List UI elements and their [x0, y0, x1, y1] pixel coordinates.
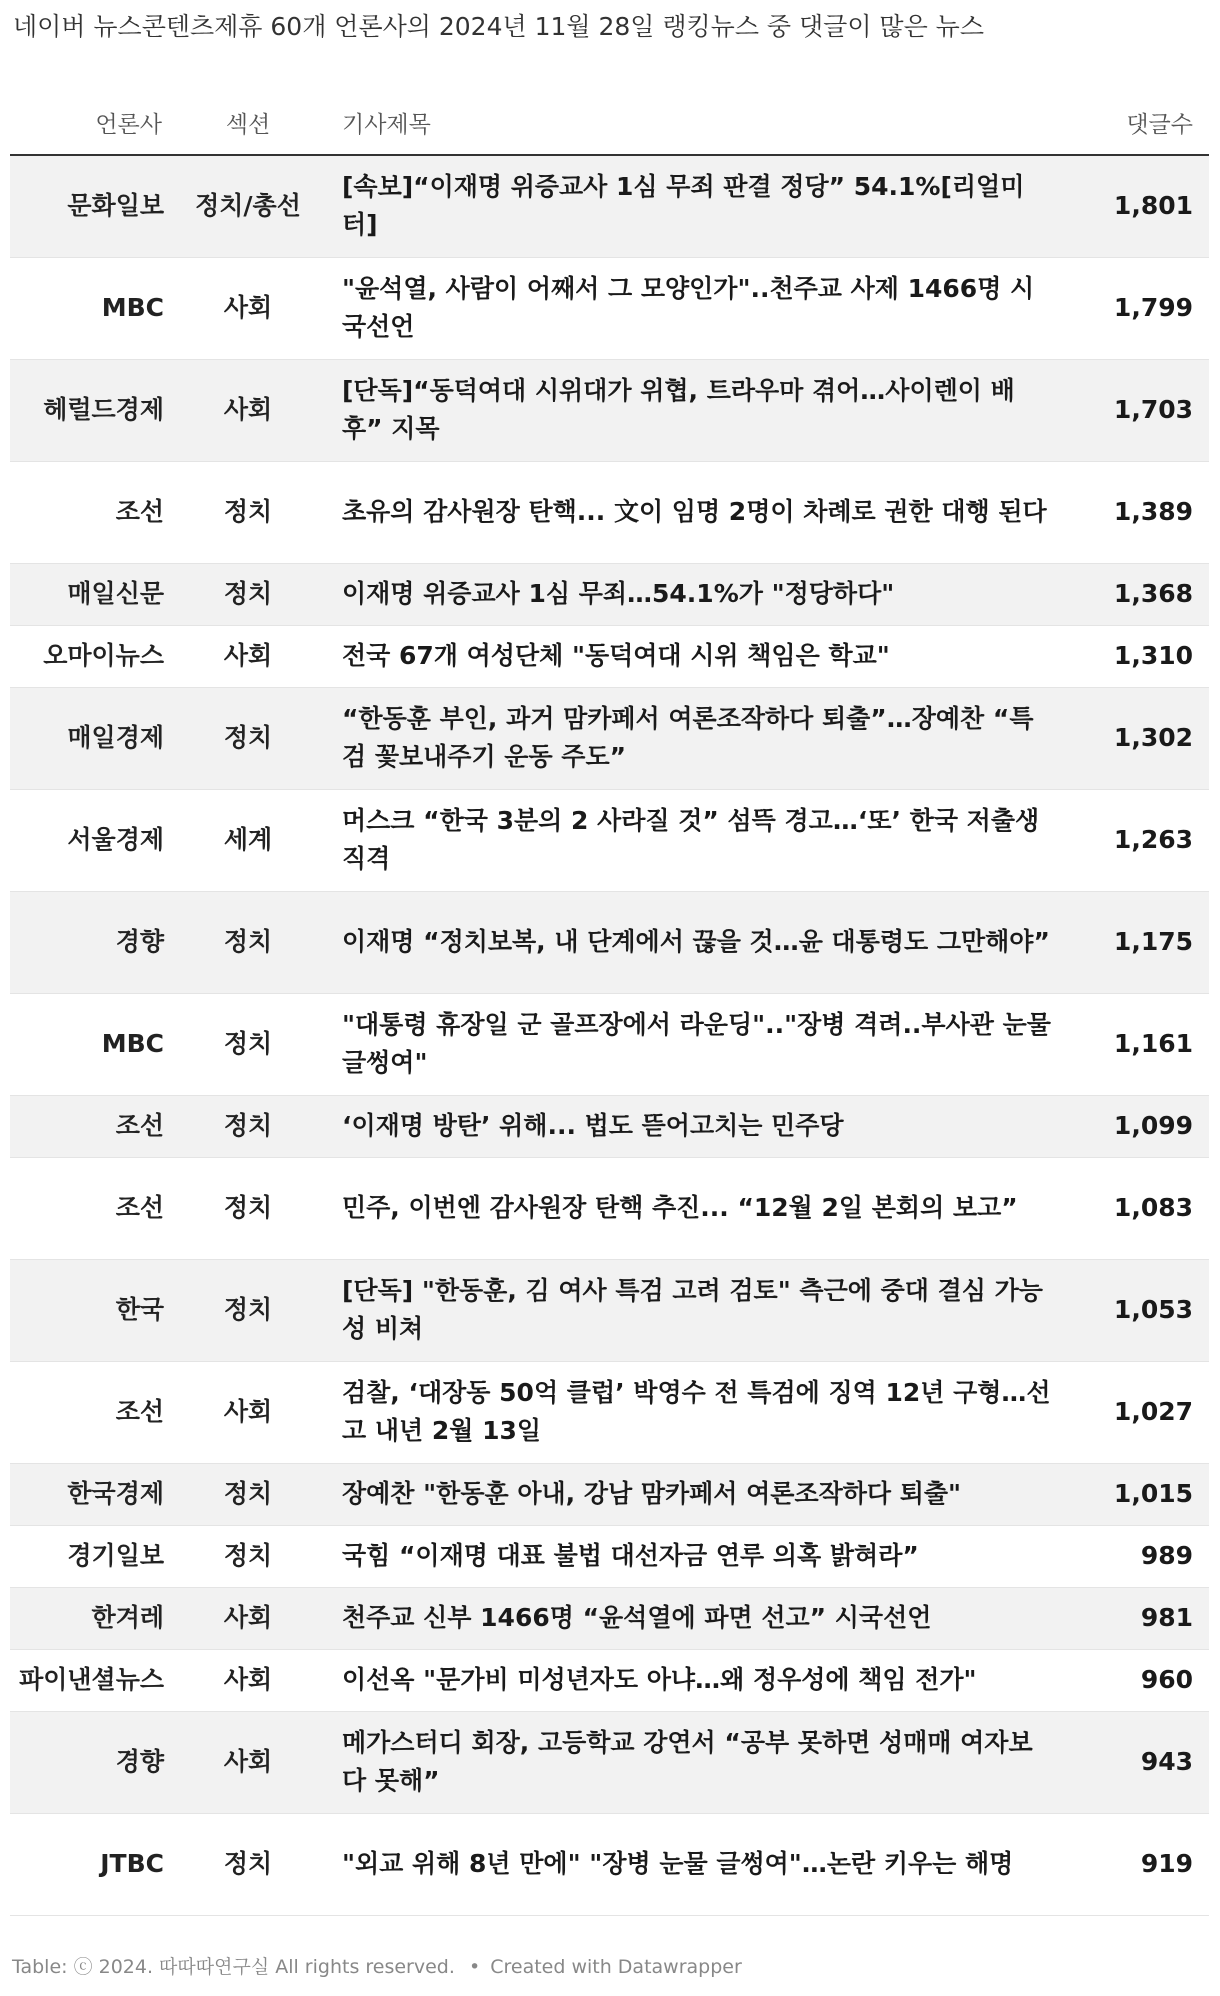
cell-section: 사회: [178, 359, 318, 461]
table-row: [10, 1587, 1209, 1649]
table-row: [10, 789, 1209, 891]
cell-title: 머스크 “한국 3분의 2 사라질 것” 섬뜩 경고…‘또’ 한국 저출생 직격: [318, 789, 1067, 891]
cell-publisher: 헤럴드경제: [10, 359, 178, 461]
cell-title: 장예찬 "한동훈 아내, 강남 맘카페서 여론조작하다 퇴출": [318, 1463, 1067, 1525]
cell-title: 이재명 “정치보복, 내 단계에서 끊을 것…윤 대통령도 그만해야”: [318, 891, 1067, 993]
cell-comments: 981: [1067, 1587, 1209, 1649]
column-header-title[interactable]: 기사제목: [318, 96, 1067, 155]
cell-publisher: 경기일보: [10, 1525, 178, 1587]
news-comments-table: [10, 96, 1209, 1916]
table-title: 네이버 뉴스콘텐츠제휴 60개 언론사의 2024년 11월 28일 랭킹뉴스 중 댓글이 많은 뉴스: [13, 12, 984, 41]
table-row: [10, 1649, 1209, 1711]
cell-comments: 989: [1067, 1525, 1209, 1587]
cell-comments: 1,099: [1067, 1095, 1209, 1157]
cell-section: 사회: [178, 1587, 318, 1649]
cell-comments: 1,263: [1067, 789, 1209, 891]
cell-title: “한동훈 부인, 과거 맘카페서 여론조작하다 퇴출”…장예찬 “특검 꽃보내주기 운동 주도”: [318, 687, 1067, 789]
cell-comments: 1,302: [1067, 687, 1209, 789]
cell-comments: 943: [1067, 1711, 1209, 1813]
footer-source: Table: ⓒ 2024. 따따따연구실 All rights reserved.: [12, 1956, 455, 1978]
table-row: [10, 993, 1209, 1095]
cell-section: 사회: [178, 1711, 318, 1813]
cell-comments: 1,027: [1067, 1361, 1209, 1463]
cell-section: 정치: [178, 687, 318, 789]
table-row: [10, 625, 1209, 687]
cell-publisher: 매일경제: [10, 687, 178, 789]
cell-comments: 1,015: [1067, 1463, 1209, 1525]
cell-publisher: 조선: [10, 1095, 178, 1157]
cell-publisher: 경향: [10, 891, 178, 993]
cell-title: "대통령 휴장일 군 골프장에서 라운딩".."장병 격려..부사관 눈물 글썽여": [318, 993, 1067, 1095]
table-row: [10, 1711, 1209, 1813]
cell-comments: 1,175: [1067, 891, 1209, 993]
cell-title: "윤석열, 사람이 어째서 그 모양인가"..천주교 사제 1466명 시국선언: [318, 257, 1067, 359]
cell-comments: 1,310: [1067, 625, 1209, 687]
table-row: [10, 461, 1209, 563]
table-row: [10, 155, 1209, 257]
cell-section: 사회: [178, 257, 318, 359]
cell-section: 정치: [178, 1463, 318, 1525]
table-row: [10, 359, 1209, 461]
cell-section: 정치: [178, 1095, 318, 1157]
cell-publisher: 한국: [10, 1259, 178, 1361]
cell-title: 민주, 이번엔 감사원장 탄핵 추진... “12월 2일 본회의 보고”: [318, 1157, 1067, 1259]
cell-publisher: 파이낸셜뉴스: [10, 1649, 178, 1711]
cell-publisher: 조선: [10, 461, 178, 563]
cell-title: [속보]“이재명 위증교사 1심 무죄 판결 정당” 54.1%[리얼미터]: [318, 155, 1067, 257]
footer-credit[interactable]: Created with Datawrapper: [490, 1956, 742, 1978]
cell-section: 정치: [178, 1259, 318, 1361]
cell-publisher: 경향: [10, 1711, 178, 1813]
cell-publisher: 조선: [10, 1157, 178, 1259]
cell-comments: 1,053: [1067, 1259, 1209, 1361]
cell-comments: 960: [1067, 1649, 1209, 1711]
cell-title: 국힘 “이재명 대표 불법 대선자금 연루 의혹 밝혀라”: [318, 1525, 1067, 1587]
table-row: [10, 1813, 1209, 1915]
footer-separator: •: [468, 1956, 481, 1978]
cell-publisher: 조선: [10, 1361, 178, 1463]
cell-section: 정치: [178, 461, 318, 563]
cell-comments: 1,368: [1067, 563, 1209, 625]
cell-section: 정치: [178, 1813, 318, 1915]
cell-section: 정치: [178, 1157, 318, 1259]
table-row: [10, 891, 1209, 993]
cell-section: 사회: [178, 1649, 318, 1711]
table-row: [10, 687, 1209, 789]
column-header-section[interactable]: 섹션: [178, 96, 318, 155]
cell-title: [단독] "한동훈, 김 여사 특검 고려 검토" 측근에 중대 결심 가능성 비쳐: [318, 1259, 1067, 1361]
cell-section: 사회: [178, 1361, 318, 1463]
cell-comments: 919: [1067, 1813, 1209, 1915]
cell-publisher: 매일신문: [10, 563, 178, 625]
table-row: [10, 1361, 1209, 1463]
column-header-publisher[interactable]: 언론사: [10, 96, 178, 155]
cell-comments: 1,389: [1067, 461, 1209, 563]
cell-publisher: MBC: [10, 993, 178, 1095]
cell-comments: 1,161: [1067, 993, 1209, 1095]
cell-publisher: 서울경제: [10, 789, 178, 891]
cell-title: 초유의 감사원장 탄핵... 文이 임명 2명이 차례로 권한 대행 된다: [318, 461, 1067, 563]
cell-publisher: JTBC: [10, 1813, 178, 1915]
table-row: [10, 1525, 1209, 1587]
cell-section: 정치: [178, 563, 318, 625]
table-row: [10, 1095, 1209, 1157]
cell-section: 정치: [178, 993, 318, 1095]
cell-title: 이선옥 "문가비 미성년자도 아냐…왜 정우성에 책임 전가": [318, 1649, 1067, 1711]
cell-section: 세계: [178, 789, 318, 891]
cell-title: "외교 위해 8년 만에" "장병 눈물 글썽여"…논란 키우는 해명: [318, 1813, 1067, 1915]
table-body: [10, 155, 1209, 1915]
cell-section: 정치: [178, 1525, 318, 1587]
table-footer: [12, 1954, 742, 1980]
cell-publisher: 한국경제: [10, 1463, 178, 1525]
cell-publisher: 한겨레: [10, 1587, 178, 1649]
cell-comments: 1,801: [1067, 155, 1209, 257]
cell-publisher: 오마이뉴스: [10, 625, 178, 687]
cell-title: 이재명 위증교사 1심 무죄…54.1%가 "정당하다": [318, 563, 1067, 625]
cell-publisher: 문화일보: [10, 155, 178, 257]
cell-title: 메가스터디 회장, 고등학교 강연서 “공부 못하면 성매매 여자보다 못해”: [318, 1711, 1067, 1813]
cell-comments: 1,703: [1067, 359, 1209, 461]
cell-title: ‘이재명 방탄’ 위해... 법도 뜯어고치는 민주당: [318, 1095, 1067, 1157]
table-row: [10, 1463, 1209, 1525]
table-row: [10, 563, 1209, 625]
table-row: [10, 1157, 1209, 1259]
cell-title: 전국 67개 여성단체 "동덕여대 시위 책임은 학교": [318, 625, 1067, 687]
cell-title: 검찰, ‘대장동 50억 클럽’ 박영수 전 특검에 징역 12년 구형…선고 내년 2월 13일: [318, 1361, 1067, 1463]
table-row: [10, 1259, 1209, 1361]
cell-section: 사회: [178, 625, 318, 687]
cell-publisher: MBC: [10, 257, 178, 359]
cell-comments: 1,799: [1067, 257, 1209, 359]
cell-title: 천주교 신부 1466명 “윤석열에 파면 선고” 시국선언: [318, 1587, 1067, 1649]
cell-comments: 1,083: [1067, 1157, 1209, 1259]
cell-section: 정치: [178, 891, 318, 993]
column-header-comments[interactable]: 댓글수: [1067, 96, 1209, 155]
cell-section: 정치/총선: [178, 155, 318, 257]
table-header-row: [10, 96, 1209, 155]
table-row: [10, 257, 1209, 359]
cell-title: [단독]“동덕여대 시위대가 위협, 트라우마 겪어…사이렌이 배후” 지목: [318, 359, 1067, 461]
